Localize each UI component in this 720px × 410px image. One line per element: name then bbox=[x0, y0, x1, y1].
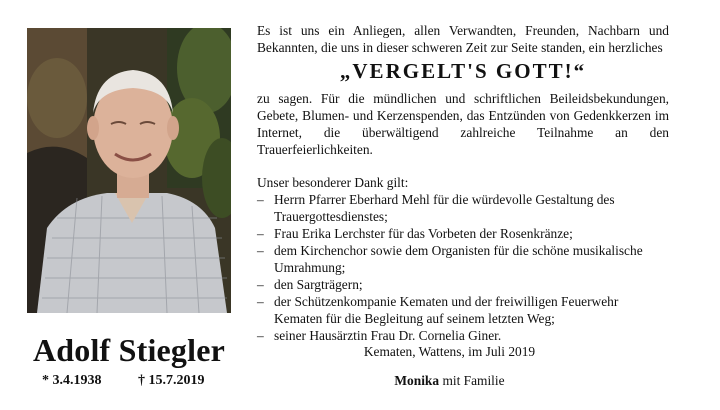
intro-paragraph: Es ist uns ein Anliegen, allen Verwandten, Freunden, Nachbarn und Bekannten, die uns in dieser schweren Zeit zur Seite standen, ein herzliches bbox=[257, 23, 669, 55]
signer-suffix: mit Familie bbox=[442, 373, 505, 388]
thanks-list bbox=[257, 191, 669, 344]
list-item: – dem Kirchenchor sowie dem Organisten für die schöne musikalische Umrahmung; bbox=[257, 242, 669, 276]
deceased-name: Adolf Stiegler bbox=[32, 332, 226, 368]
death-date: † 15.7.2019 bbox=[138, 373, 205, 388]
list-item: – Frau Erika Lerchster für das Vorbeten der Rosenkränze; bbox=[257, 225, 669, 242]
birth-date: * 3.4.1938 bbox=[42, 373, 102, 388]
list-item: – der Schützenkompanie Kematen und der freiwilligen Feuerwehr Kematen für die Begleitung auf seinem letzten Weg; bbox=[257, 293, 669, 327]
deceased-portrait-photo bbox=[27, 28, 231, 313]
signature bbox=[257, 373, 642, 389]
place-date: Kematen, Wattens, im Juli 2019 bbox=[363, 344, 536, 359]
list-item: – den Sargträgern; bbox=[257, 276, 669, 293]
list-item: – Herrn Pfarrer Eberhard Mehl für die würdevolle Gestaltung des Trauergottesdienstes; bbox=[257, 191, 669, 225]
thanks-headline: „VERGELT'S GOTT!“ bbox=[339, 59, 587, 83]
body-paragraph: zu sagen. Für die mündlichen und schriftlichen Beileidsbekundungen, Gebete, Blumen- und Kerzenspenden, das Entzünden von Gedenkkerzen im Internet, die überwältigend zahlreiche Teilnahme an den Trauerfeierlichkeiten. bbox=[257, 91, 669, 157]
list-heading: Unser besonderer Dank gilt: bbox=[257, 175, 409, 190]
list-item: – seiner Hausärztin Frau Dr. Cornelia Giner. bbox=[257, 327, 669, 344]
thank-you-text bbox=[257, 22, 669, 344]
signer-name: Monika bbox=[394, 373, 440, 388]
